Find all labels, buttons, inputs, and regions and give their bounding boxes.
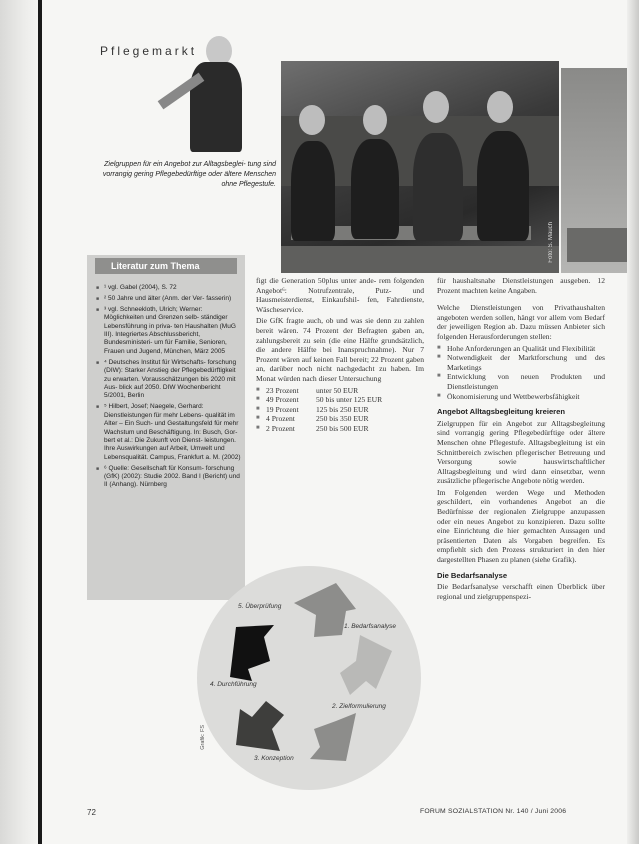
literature-item: ■ ⁴ Deutsches Institut für Wirtschafts- forschung (DIW): Starker Anstieg der Pflegebedürftigkeit zu erwarten. Vorausschätzungen bis 2020 mit Aus- blick auf 2050. DIW Wochenbericht 5/2001, Berlin	[96, 359, 242, 401]
literature-title: Literatur zum Thema	[95, 258, 237, 274]
list-item: ■ Ökonomisierung und Wettbewerbsfähigkeit	[437, 392, 605, 402]
price-list	[256, 386, 424, 434]
price-range: 250 bis 350 EUR	[316, 414, 369, 424]
list-item: ■ Notwendigkeit der Marktforschung und des Marketings	[437, 353, 605, 372]
subheading: Die Bedarfsanalyse	[437, 570, 508, 580]
photo-seniors-on-bench	[281, 61, 559, 273]
paragraph: Die GfK fragte auch, ob und was sie denn zu zahlen bereit wären. 74 Prozent der Befragten gaben an, zahlungsbereit zu sein (die eine Hälfte grundsätzlich, die andere Hälfte bei Inanspruchnahme). Nur 7 Prozent wären auf keinen Fall bereit; 22 Prozent gaben an, darüber noch nicht nachgedacht zu haben. Im Monat würden nach dieser Untersuchung	[256, 316, 424, 383]
cycle-label-step-2: 2. Zielformulierung	[332, 703, 386, 710]
body-column-right	[437, 276, 605, 603]
photo-person-2	[351, 139, 399, 239]
list-item: ■ Entwicklung von neuen Produkten und Dienstleistungen	[437, 372, 605, 391]
price-range: 250 bis 500 EUR	[316, 423, 369, 433]
paragraph: Die Bedarfsanalyse verschafft einen Überblick über regional und zielgruppenspezi-	[437, 582, 605, 601]
paragraph: figt die Generation 50plus unter ande- rem folgenden Angebot⁶: Notrufzentrale, Putz- und Hausmeisterdienst, Einkaufshil- fen, Fahrdienste, Wäscheservice.	[256, 276, 424, 314]
cycle-label-step-1: 1. Bedarfsanalyse	[344, 623, 397, 630]
photo-ground	[281, 246, 559, 273]
price-range: 50 bis unter 125 EUR	[316, 395, 383, 405]
literature-list	[96, 284, 242, 492]
photo-person-2-head	[363, 105, 387, 135]
cycle-graphic	[196, 565, 422, 791]
diagram-credit: Grafik: FS	[200, 725, 206, 750]
price-percent: ■ 4 Prozent	[266, 414, 295, 424]
price-percent: ■ 23 Prozent	[266, 385, 299, 395]
photo-person-1-head	[299, 105, 325, 135]
page-number: 72	[87, 808, 96, 817]
paragraph: für haushaltsnahe Dienstleistungen ausgeben. 12 Prozent machten keine Angaben.	[437, 276, 605, 295]
process-cycle-diagram	[196, 565, 422, 791]
photo-elderly-man	[148, 26, 282, 146]
price-range: unter 50 EUR	[316, 385, 359, 395]
page-right-edge	[627, 0, 639, 844]
paragraph: Zielgruppen für ein Angebot zur Alltagsbegleitung sind vorrangig gering Pflegebedürftige oder ältere Menschen ohne Pflegestufe. Alltagsbegleitung ist ein Schnittbereich zwischen pflegerischer Betreuung und Versorgung sowie hauswirtschaftlicher Alltagsbegleitung und wird dann einsetzbar, wenn zusätzliche pflegerische Angebote nötig werden.	[437, 418, 605, 486]
list-item: ■ Hohe Anforderungen an Qualität und Flexibilität	[437, 344, 605, 354]
paragraph: Im Folgenden werden Wege und Methoden geschildert, ein vorhandenes Angebot an die Bedürfnisse der regionalen Zielgruppe anzupassen oder ein neues Angebot zu konzipieren. Dazu sollte eine Einrichtung die hier gemachten Aussagen und präsentierten Daten als Vorgaben begreifen. Es empfiehlt sich den Prozess strukturiert in den hier dargestellten Phasen zu planen (siehe Grafik).	[437, 487, 605, 565]
price-row	[256, 395, 424, 405]
cycle-label-step-4: 4. Durchführung	[210, 681, 257, 688]
binding-rule	[38, 0, 42, 844]
literature-item: ■ ⁶ Quelle: Gesellschaft für Konsum- forschung (GfK) (2002): Studie 2002. Band I (Bericht) und II (Anhang). Nürnberg	[96, 465, 242, 490]
section-label: Pflegemarkt	[100, 44, 198, 58]
photo-credit: Foto: S. Mauch	[548, 222, 554, 263]
cycle-label-step-3: 3. Konzeption	[254, 755, 294, 762]
photo-right-edge	[561, 68, 627, 273]
literature-item: ■ ² 50 Jahre und älter (Anm. der Ver- fasserin)	[96, 295, 242, 303]
price-row	[256, 424, 424, 434]
price-row	[256, 414, 424, 424]
cycle-label-step-5: 5. Überprüfung	[238, 603, 282, 610]
subheading: Angebot Alltagsbegleitung kreieren	[437, 407, 565, 417]
photo-person-4	[477, 131, 529, 241]
literature-item: ■ ³ vgl. Schneekloth, Ulrich; Werner: Möglichkeiten und Grenzen selb- ständiger Lebensführung in priva- ten Haushalten (MuG III). Integriertes Abschlussbericht, Bundesministeri- um für Familie, Senioren, Frauen und Jugend, München, März 2005	[96, 306, 242, 356]
photo-person-3	[413, 133, 463, 241]
price-row	[256, 405, 424, 415]
price-range: 125 bis 250 EUR	[316, 404, 369, 414]
photo-person-1	[291, 141, 335, 241]
photo-person-3-head	[423, 91, 449, 123]
price-percent: ■ 2 Prozent	[266, 423, 295, 433]
literature-item: ■ ⁵ Hilbert, Josef; Naegele, Gerhard: Dienstleistungen für mehr Lebens- qualität im Alter – Ein Such- und Gestaltungsfeld für mehr Wachstum und Beschäftigung. In: Busch, Gor- bert et al.: Die Zukunft von Dienst- leistungen. Ihre Auswirkungen auf Arbeit, Umwelt und Lebensqualität. Campus, Frankfurt a. M. (2002)	[96, 403, 242, 462]
price-row	[256, 386, 424, 396]
photo-person-4-head	[487, 91, 513, 123]
price-percent: ■ 49 Prozent	[266, 395, 299, 405]
body-column-middle	[256, 276, 424, 438]
publication-footer: FORUM SOZIALSTATION Nr. 140 / Juni 2006	[420, 808, 567, 815]
challenge-list	[437, 344, 605, 402]
page-left-edge	[0, 0, 40, 844]
price-percent: ■ 19 Prozent	[266, 404, 299, 414]
photo-right-post	[567, 228, 627, 262]
photo-caption: Zielgruppen für ein Angebot zur Alltagsbeglei- tung sind vorrangig gering Pflegebedürftige oder ältere Menschen ohne Pflegestufe.	[102, 161, 276, 188]
literature-item: ■ ¹ vgl. Gabel (2004), S. 72	[96, 284, 242, 292]
paragraph: Welche Dienstleistungen von Privathaushalten angeboten werden sollen, hängt vor allem vom Bedarf der jeweiligen Region ab. Dazu müssen Anbieter sich folgenden Herausforderungen stellen:	[437, 303, 605, 341]
